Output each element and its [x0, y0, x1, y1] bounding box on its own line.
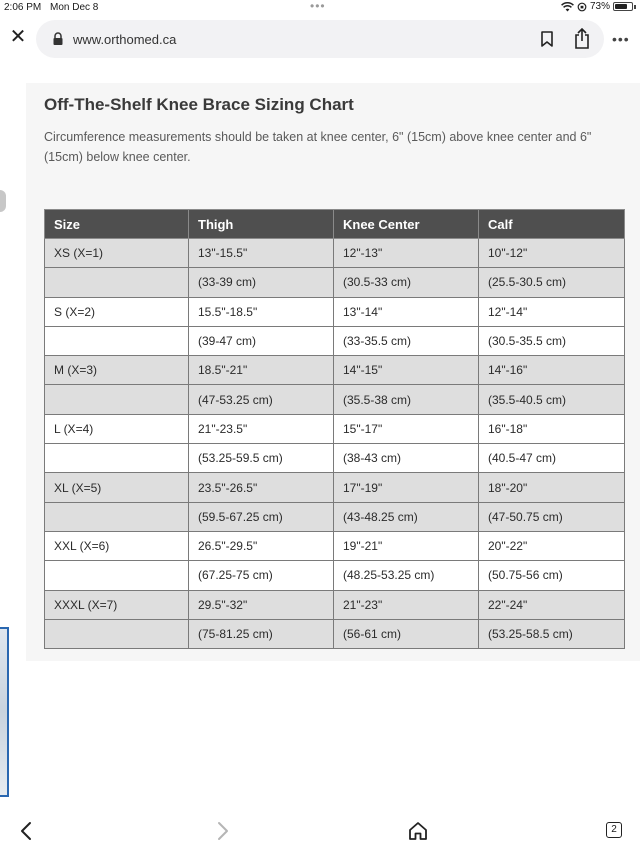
- thigh-in-cell: 15.5"-18.5": [189, 297, 334, 326]
- size-cell-empty: [45, 502, 189, 531]
- wifi-icon: [561, 2, 574, 12]
- knee-cm-cell: (43-48.25 cm): [334, 502, 479, 531]
- table-row: [45, 326, 625, 355]
- calf-cm-cell: (47-50.75 cm): [479, 502, 625, 531]
- table-row: [45, 473, 625, 502]
- status-right: [561, 1, 636, 12]
- battery-percent: 73%: [589, 1, 610, 12]
- table-row: [45, 356, 625, 385]
- size-cell-empty: [45, 561, 189, 590]
- calf-in-cell: 14"-16": [479, 356, 625, 385]
- table-row: [45, 531, 625, 560]
- calf-in-cell: 10"-12": [479, 239, 625, 268]
- size-cell: M (X=3): [45, 356, 189, 385]
- knee-cm-cell: (48.25-53.25 cm): [334, 561, 479, 590]
- size-cell-empty: [45, 268, 189, 297]
- size-cell: XXXL (X=7): [45, 590, 189, 619]
- knee-in-cell: 15"-17": [334, 414, 479, 443]
- thigh-in-cell: 26.5"-29.5": [189, 531, 334, 560]
- size-cell: XS (X=1): [45, 239, 189, 268]
- calf-cm-cell: (50.75-56 cm): [479, 561, 625, 590]
- status-bar: [0, 0, 640, 16]
- thigh-in-cell: 29.5"-32": [189, 590, 334, 619]
- url-text[interactable]: www.orthomed.ca: [73, 32, 177, 47]
- thigh-cm-cell: (33-39 cm): [189, 268, 334, 297]
- calf-in-cell: 12"-14": [479, 297, 625, 326]
- table-row: [45, 590, 625, 619]
- table-row: [45, 239, 625, 268]
- thigh-in-cell: 13"-15.5": [189, 239, 334, 268]
- knee-in-cell: 14"-15": [334, 356, 479, 385]
- knee-in-cell: 21"-23": [334, 590, 479, 619]
- chart-title: Off-The-Shelf Knee Brace Sizing Chart: [44, 95, 354, 114]
- table-row: [45, 385, 625, 414]
- size-cell: XL (X=5): [45, 473, 189, 502]
- table-row: [45, 297, 625, 326]
- home-icon[interactable]: [407, 820, 429, 842]
- knee-in-cell: 13"-14": [334, 297, 479, 326]
- thigh-in-cell: 23.5"-26.5": [189, 473, 334, 502]
- header-knee-center: Knee Center: [334, 210, 479, 239]
- knee-cm-cell: (35.5-38 cm): [334, 385, 479, 414]
- table-row: [45, 561, 625, 590]
- calf-in-cell: 16"-18": [479, 414, 625, 443]
- side-edge-decoration: [0, 190, 6, 212]
- status-date: Mon Dec 8: [50, 2, 99, 13]
- calf-cm-cell: (40.5-47 cm): [479, 444, 625, 473]
- knee-in-cell: 17"-19": [334, 473, 479, 502]
- header-calf: Calf: [479, 210, 625, 239]
- table-row: [45, 619, 625, 648]
- size-cell: L (X=4): [45, 414, 189, 443]
- size-cell-empty: [45, 385, 189, 414]
- side-thumbnail[interactable]: [0, 627, 9, 797]
- knee-cm-cell: (56-61 cm): [334, 619, 479, 648]
- sizing-chart-card: [26, 83, 640, 661]
- thigh-cm-cell: (59.5-67.25 cm): [189, 502, 334, 531]
- knee-cm-cell: (30.5-33 cm): [334, 268, 479, 297]
- multitask-dots-icon[interactable]: •••: [310, 0, 326, 13]
- table-row: [45, 502, 625, 531]
- battery-tip-icon: [634, 5, 636, 9]
- browser-nav-bar: [0, 17, 640, 61]
- chart-note: Circumference measurements should be taken at knee center, 6" (15cm) above knee center and 6" (15cm) below knee center.: [44, 130, 592, 164]
- calf-in-cell: 22"-24": [479, 590, 625, 619]
- calf-in-cell: 18"-20": [479, 473, 625, 502]
- calf-cm-cell: (53.25-58.5 cm): [479, 619, 625, 648]
- browser-bottom-bar: [0, 810, 640, 853]
- close-icon[interactable]: ✕: [9, 26, 27, 48]
- table-header-row: [45, 210, 625, 239]
- lock-icon: [52, 32, 64, 46]
- thigh-cm-cell: (47-53.25 cm): [189, 385, 334, 414]
- share-icon[interactable]: [573, 28, 591, 49]
- thigh-cm-cell: (39-47 cm): [189, 326, 334, 355]
- battery-icon: [613, 2, 633, 11]
- header-size: Size: [45, 210, 189, 239]
- thigh-in-cell: 21"-23.5": [189, 414, 334, 443]
- orientation-lock-icon: [577, 2, 587, 12]
- thigh-in-cell: 18.5"-21": [189, 356, 334, 385]
- thigh-cm-cell: (67.25-75 cm): [189, 561, 334, 590]
- forward-icon[interactable]: [211, 820, 233, 842]
- knee-cm-cell: (38-43 cm): [334, 444, 479, 473]
- header-thigh: Thigh: [189, 210, 334, 239]
- address-bar[interactable]: [36, 20, 604, 58]
- thigh-cm-cell: (75-81.25 cm): [189, 619, 334, 648]
- back-icon[interactable]: [16, 820, 38, 842]
- table-row: [45, 444, 625, 473]
- knee-cm-cell: (33-35.5 cm): [334, 326, 479, 355]
- size-cell: S (X=2): [45, 297, 189, 326]
- calf-cm-cell: (30.5-35.5 cm): [479, 326, 625, 355]
- calf-cm-cell: (25.5-30.5 cm): [479, 268, 625, 297]
- thigh-cm-cell: (53.25-59.5 cm): [189, 444, 334, 473]
- table-row: [45, 414, 625, 443]
- sizing-table: [44, 209, 625, 649]
- knee-in-cell: 12"-13": [334, 239, 479, 268]
- size-cell-empty: [45, 326, 189, 355]
- bookmark-icon[interactable]: [540, 31, 554, 47]
- size-cell: XXL (X=6): [45, 531, 189, 560]
- size-cell-empty: [45, 619, 189, 648]
- status-time: 2:06 PM: [4, 2, 42, 13]
- table-row: [45, 268, 625, 297]
- calf-cm-cell: (35.5-40.5 cm): [479, 385, 625, 414]
- more-options-icon[interactable]: •••: [612, 31, 630, 47]
- tabs-button[interactable]: 2: [606, 822, 622, 838]
- size-cell-empty: [45, 444, 189, 473]
- knee-in-cell: 19"-21": [334, 531, 479, 560]
- calf-in-cell: 20"-22": [479, 531, 625, 560]
